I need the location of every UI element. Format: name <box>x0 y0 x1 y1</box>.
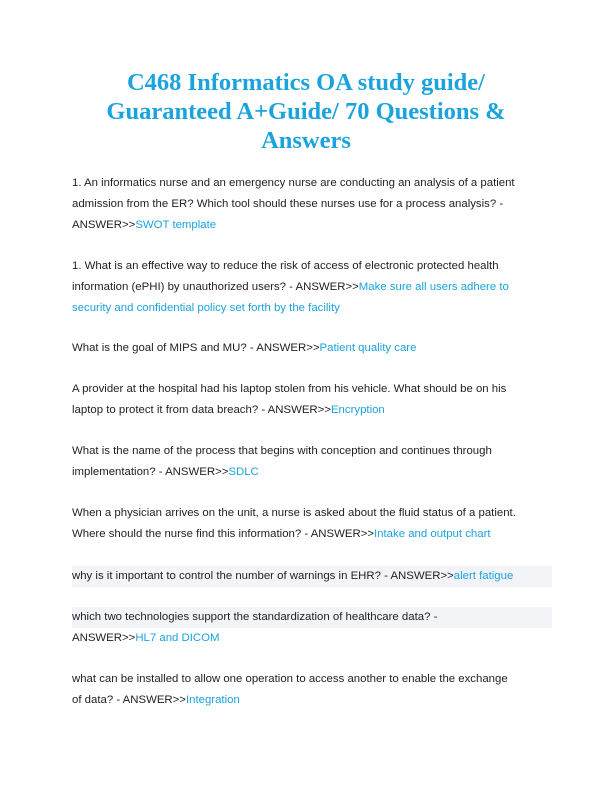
answer-prefix: What is the goal of MIPS and MU? - ANSWER>> <box>72 342 320 354</box>
qa-item-5 <box>72 441 552 483</box>
answer-prefix: implementation? - ANSWER>> <box>72 466 229 478</box>
answer-prefix: why is it important to control the number of warnings in EHR? - ANSWER>> <box>72 570 454 582</box>
qa-item-1 <box>72 173 552 236</box>
question-line: 1. What is an effective way to reduce the risk of access of electronic protected health <box>72 260 499 272</box>
question-line: When a physician arrives on the unit, a nurse is asked about the fluid status of a patient. <box>72 507 516 519</box>
qa-item-7 <box>72 566 552 587</box>
question-answer-line <box>72 566 552 587</box>
question-line: what can be installed to allow one operation to access another to enable the exchange <box>72 673 508 685</box>
answer-text: Intake and output chart <box>374 528 491 540</box>
answer-prefix: ANSWER>> <box>72 219 136 231</box>
question-answer-line <box>72 462 552 483</box>
qa-item-6 <box>72 503 552 545</box>
answer-text-continued: security and confidential policy set forth by the facility <box>72 302 340 314</box>
question-answer-line <box>72 628 552 649</box>
question-answer-line <box>72 400 552 421</box>
question-line: which two technologies support the standardization of healthcare data? - <box>72 607 552 628</box>
answer-prefix: laptop to protect it from data breach? - ANSWER>> <box>72 404 331 416</box>
qa-item-3 <box>72 338 552 359</box>
question-answer-line <box>72 277 552 298</box>
answer-text: HL7 and DICOM <box>135 632 220 644</box>
title-line-1: C468 Informatics OA study guide/ <box>126 69 485 96</box>
answer-prefix: ANSWER>> <box>72 632 136 644</box>
title-line-2: Guaranteed A+Guide/ 70 Questions & <box>106 98 506 125</box>
answer-text: Encryption <box>330 404 385 416</box>
question-line: admission from the ER? Which tool should these nurses use for a process analysis? - <box>72 198 504 210</box>
question-line: A provider at the hospital had his laptop stolen from his vehicle. What should be on his <box>72 383 507 395</box>
qa-item-4 <box>72 379 552 421</box>
answer-prefix: Where should the nurse find this information? - ANSWER>> <box>72 528 374 540</box>
question-line: 1. An informatics nurse and an emergency nurse are conducting an analysis of a patient <box>72 177 515 189</box>
qa-item-2 <box>72 256 552 319</box>
answer-text: SDLC <box>228 466 259 478</box>
answer-prefix: of data? - ANSWER>> <box>72 694 186 706</box>
answer-text: SWOT template <box>135 219 217 231</box>
answer-text: Integration <box>185 694 240 706</box>
document-title <box>60 68 552 155</box>
qa-item-9 <box>72 669 552 711</box>
question-answer-line <box>72 215 552 236</box>
answer-text: alert fatigue <box>453 570 514 582</box>
question-answer-line <box>72 524 552 545</box>
answer-text: Make sure all users adhere to <box>358 281 509 293</box>
question-answer-line <box>72 338 552 359</box>
qa-item-8 <box>72 607 552 649</box>
title-line-3: Answers <box>261 127 351 154</box>
answer-text: Patient quality care <box>319 342 417 354</box>
answer-prefix: information (ePHI) by unauthorized users? - ANSWER>> <box>72 281 359 293</box>
question-answer-line <box>72 690 552 711</box>
question-line: What is the name of the process that begins with conception and continues through <box>72 445 492 457</box>
